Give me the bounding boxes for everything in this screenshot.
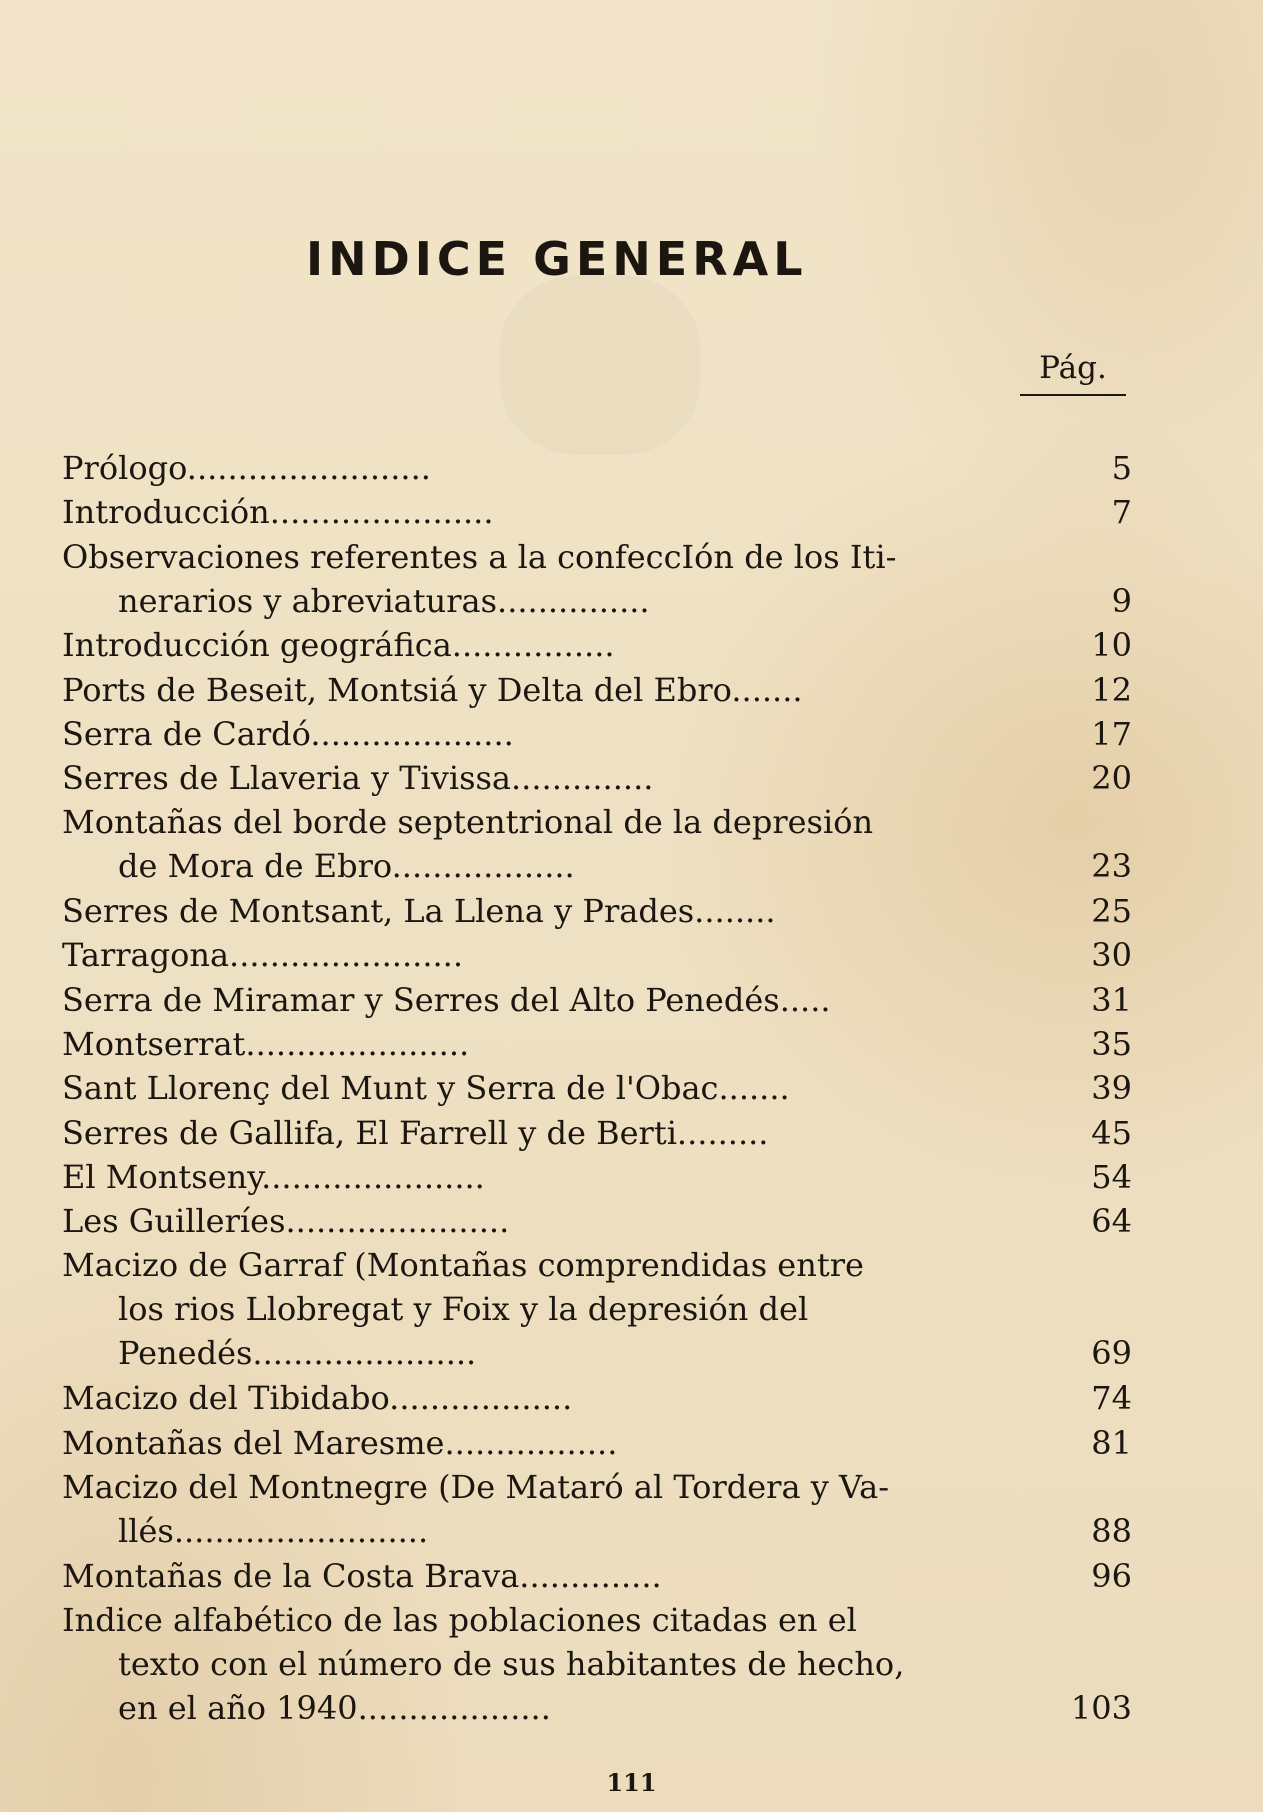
toc-entry-text: Sant Llorenç del Munt y Serra de l'Obac [62, 1069, 719, 1108]
dot-leader: ........ [687, 1113, 769, 1152]
dot-leader: .............. [507, 581, 650, 620]
dot-leader: ............. [521, 759, 654, 798]
toc-entry-text: Montañas del Maresme. [62, 1423, 455, 1462]
toc-entry-line [62, 1465, 1132, 1509]
dot-leader: ............. [529, 1556, 662, 1595]
toc-page-number: 103 [1070, 1688, 1132, 1727]
toc-entry-line [62, 1642, 1132, 1686]
toc-entry-text: en el año 1940 [118, 1688, 358, 1727]
toc-entry-line [62, 1155, 1132, 1199]
toc-entry-text: Montañas del borde septentrional de la depresión [62, 803, 874, 842]
toc-entry-text: Les Guilleríes. [62, 1202, 296, 1241]
toc-page-number: 96 [1091, 1556, 1132, 1595]
toc-entry-line [62, 1376, 1132, 1420]
toc-entry-text: Indice alfabético de las poblaciones citadas en el [62, 1600, 857, 1639]
toc-entry [62, 1465, 1132, 1553]
dot-leader: ....... [718, 1069, 790, 1108]
toc-entry-text: Prólogo [62, 449, 187, 487]
dot-leader: ...................... [245, 1024, 470, 1063]
toc-entry-line [62, 1686, 1132, 1730]
toc-entry-text: Observaciones referentes a la confeccIón de los Iti- [62, 537, 897, 576]
dot-leader: ........................ [186, 449, 431, 487]
toc-page-number: 64 [1091, 1202, 1132, 1241]
toc-page-number: 45 [1091, 1113, 1132, 1152]
toc-entry-line [62, 446, 1132, 490]
toc-page-number: 17 [1091, 714, 1132, 753]
dot-leader: ......................... [173, 1511, 429, 1550]
dot-leader: ...................... [261, 1157, 485, 1196]
toc-entry-line [62, 490, 1132, 534]
toc-entry-text: Ports de Beseit, Montsiá y Delta del Ebro. [62, 670, 742, 709]
toc-entry-line [62, 1421, 1132, 1465]
toc-entry-text: Macizo del Montnegre (De Mataró al Tordera y Va- [62, 1467, 890, 1506]
toc-entry-line [62, 1554, 1132, 1598]
toc-page-number: 7 [1111, 493, 1132, 532]
dot-leader: ....................... [229, 936, 463, 975]
toc-page-number: 54 [1091, 1157, 1132, 1196]
toc-entry-line [62, 1111, 1132, 1155]
toc-entry-text: los rios Llobregat y Foix y la depresión del [118, 1290, 809, 1329]
toc-page-number: 31 [1091, 980, 1132, 1019]
dot-leader: ................ [451, 626, 615, 665]
dot-leader: .................. [389, 1379, 573, 1418]
toc-entry [62, 1421, 1132, 1465]
toc-entry-text: Macizo de Garraf (Montañas comprendidas entre [62, 1246, 864, 1285]
toc-entry [62, 446, 1132, 490]
toc-entry-text: El Montseny [62, 1157, 262, 1196]
toc-entry-line [62, 623, 1132, 667]
page-column-header: Pág. [1020, 350, 1126, 396]
toc-entry-line [62, 1066, 1132, 1110]
toc-entry [62, 1554, 1132, 1598]
toc-entry-line [62, 889, 1132, 933]
toc-entry-line [62, 535, 1132, 579]
toc-entry-text: Montserrat [62, 1024, 246, 1063]
toc-entry-text: Serres de Llaveria y Tivissa. [62, 759, 522, 798]
toc-entry [62, 535, 1132, 623]
dot-leader: ................ [454, 1423, 618, 1462]
toc-entry-line [62, 1243, 1132, 1287]
toc-entry-text: Macizo del Tibidabo [62, 1379, 390, 1418]
toc-entry-line [62, 933, 1132, 977]
toc-entry-line [62, 712, 1132, 756]
toc-entry-text: de Mora de Ebro [118, 847, 392, 886]
dot-leader: ...................... [252, 1334, 477, 1373]
toc-page-number: 23 [1091, 847, 1132, 886]
toc-page-number: 20 [1091, 759, 1132, 798]
toc-entry-text: Introducción [62, 493, 270, 532]
toc-entry-line [62, 1199, 1132, 1243]
toc-page-number: 30 [1091, 936, 1132, 975]
toc-entry-line [62, 1331, 1132, 1375]
toc-entry-text: nerarios y abreviaturas. [118, 581, 508, 620]
toc-entry [62, 668, 1132, 712]
toc-entry [62, 623, 1132, 667]
toc-page-number: 9 [1111, 581, 1132, 620]
toc-page-number: 5 [1111, 449, 1132, 487]
toc-entry-text: Tarragona [62, 936, 230, 975]
dot-leader: ..... [779, 980, 831, 1019]
folio-number: 111 [606, 1768, 657, 1797]
dot-leader: ........ [694, 892, 776, 930]
toc-entry [62, 1243, 1132, 1375]
toc-entry-text: llés [118, 1511, 174, 1550]
toc-entry [62, 933, 1132, 977]
toc-entry-text: Serra de Cardó [62, 714, 311, 753]
toc-entry-line [62, 844, 1132, 888]
page-title: INDICE GENERAL [306, 232, 808, 286]
toc-page-number: 39 [1091, 1069, 1132, 1108]
toc-entry-line [62, 800, 1132, 844]
toc-entry-text: Penedés [118, 1334, 253, 1373]
toc-page-number: 25 [1091, 892, 1132, 930]
toc-entry-line [62, 978, 1132, 1022]
toc-entry [62, 1111, 1132, 1155]
toc-entry [62, 978, 1132, 1022]
toc-entry-text: Introducción geográfica [62, 626, 452, 665]
toc-entry-line [62, 1022, 1132, 1066]
toc-entry-text: Serres de Gallifa, El Farrell y de Berti. [62, 1113, 688, 1152]
toc-page-number: 88 [1091, 1511, 1132, 1550]
toc-entry [62, 800, 1132, 888]
dot-leader: .................... [310, 714, 514, 753]
toc-entry-text: Montañas de la Costa Brava. [62, 1556, 530, 1595]
dot-leader: ................... [357, 1688, 551, 1727]
toc-entry-line [62, 1509, 1132, 1553]
toc-entry-line [62, 668, 1132, 712]
watermark-stain [500, 275, 700, 455]
toc-entry-line [62, 756, 1132, 800]
dot-leader: ...... [741, 670, 803, 709]
toc-entry-text: Serra de Miramar y Serres del Alto Penedés [62, 980, 780, 1019]
toc-page-number: 74 [1091, 1379, 1132, 1418]
toc-entry [62, 712, 1132, 756]
dot-leader: .................. [391, 847, 575, 886]
toc-entry [62, 1598, 1132, 1730]
toc-entry [62, 490, 1132, 534]
toc-entry-line [62, 1598, 1132, 1642]
toc-page-number: 69 [1091, 1334, 1132, 1373]
toc-page-number: 12 [1091, 670, 1132, 709]
toc-page-number: 10 [1091, 626, 1132, 665]
toc-page-number: 81 [1091, 1423, 1132, 1462]
toc-entry [62, 1376, 1132, 1420]
toc-entry-text: Serres de Montsant, La Llena y Prades [62, 892, 695, 930]
toc-entry [62, 1022, 1132, 1066]
toc-page-number: 35 [1091, 1024, 1132, 1063]
dot-leader: ...................... [269, 493, 494, 532]
dot-leader: ..................... [295, 1202, 510, 1241]
toc-entry-text: texto con el número de sus habitantes de hecho, [118, 1644, 905, 1683]
toc-entry [62, 756, 1132, 800]
toc-entry [62, 1199, 1132, 1243]
toc-entry [62, 1155, 1132, 1199]
toc-entry-line [62, 1287, 1132, 1331]
toc-entry [62, 889, 1132, 933]
toc-entry-line [62, 579, 1132, 623]
toc-entry [62, 1066, 1132, 1110]
